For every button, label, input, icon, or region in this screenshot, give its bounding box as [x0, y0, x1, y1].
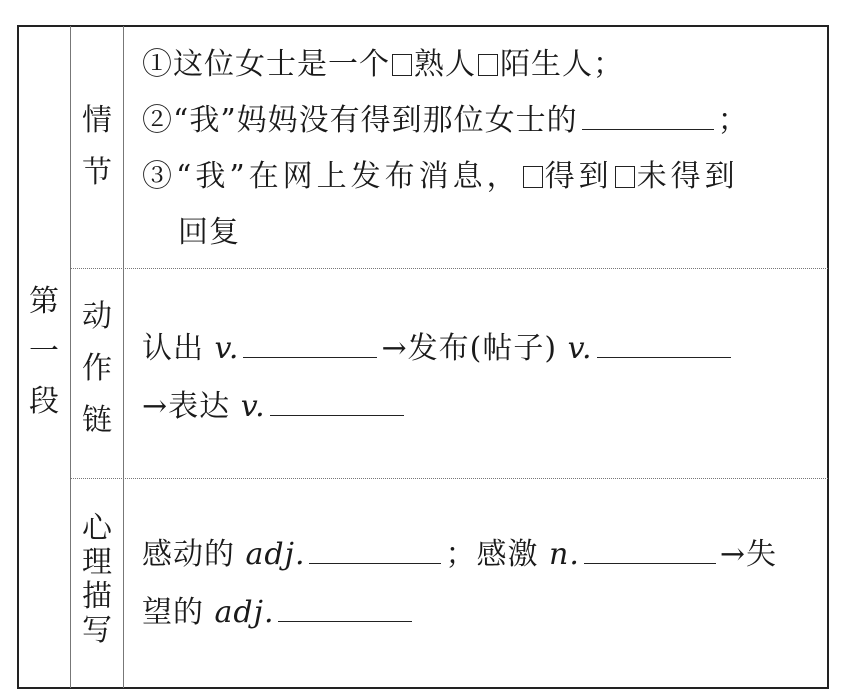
blank-field[interactable] [243, 356, 377, 358]
action-label-char: 链 [82, 403, 112, 438]
blank-field[interactable] [278, 620, 412, 622]
plot-line-2: ②“我”妈妈没有得到那位女士的 ； [142, 103, 749, 138]
psychology-label-char: 心 [82, 511, 112, 546]
psychology-label [79, 511, 115, 648]
section-label-char: 段 [29, 384, 59, 419]
plot-line-4: 回复 [178, 215, 240, 250]
column-divider-2 [123, 26, 124, 688]
blank-field[interactable] [584, 562, 716, 564]
column-divider-1 [70, 26, 71, 688]
psychology-line-2: 望的 adj. [142, 598, 416, 628]
psychology-label-char: 理 [82, 545, 112, 580]
checkbox-received[interactable] [523, 166, 543, 188]
section-label [26, 284, 62, 419]
checkbox-not-received[interactable] [615, 166, 635, 188]
plot-label-char: 节 [82, 155, 112, 190]
section-label-char: 第 [29, 284, 59, 319]
psychology-label-char: 描 [82, 579, 112, 614]
plot-label [79, 103, 115, 190]
checkbox-stranger[interactable] [478, 54, 498, 76]
plot-label-char: 情 [82, 103, 112, 138]
action-line-1: 认出 v. →发布(帖子) v. [142, 334, 735, 364]
plot-line-1: ①这位女士是一个 熟人 陌生人； [142, 47, 624, 82]
row-divider-2 [70, 478, 828, 479]
plot-line-3: ③“我”在网上发布消息， 得到 未得到 [142, 159, 739, 194]
section-label-char: 一 [29, 334, 59, 369]
blank-field[interactable] [309, 562, 441, 564]
action-chain-label [79, 299, 115, 438]
action-label-char: 动 [82, 299, 112, 334]
blank-field[interactable] [597, 356, 731, 358]
psychology-line-1: 感动的 adj. ；感激 n. →失 [142, 537, 778, 572]
checkbox-acquaintance[interactable] [392, 54, 412, 76]
blank-field[interactable] [270, 414, 404, 416]
action-line-2: →表达 v. [142, 392, 408, 422]
action-label-char: 作 [82, 351, 112, 386]
row-divider-1 [70, 268, 828, 269]
blank-field[interactable] [582, 128, 714, 130]
psychology-label-char: 写 [82, 613, 112, 648]
